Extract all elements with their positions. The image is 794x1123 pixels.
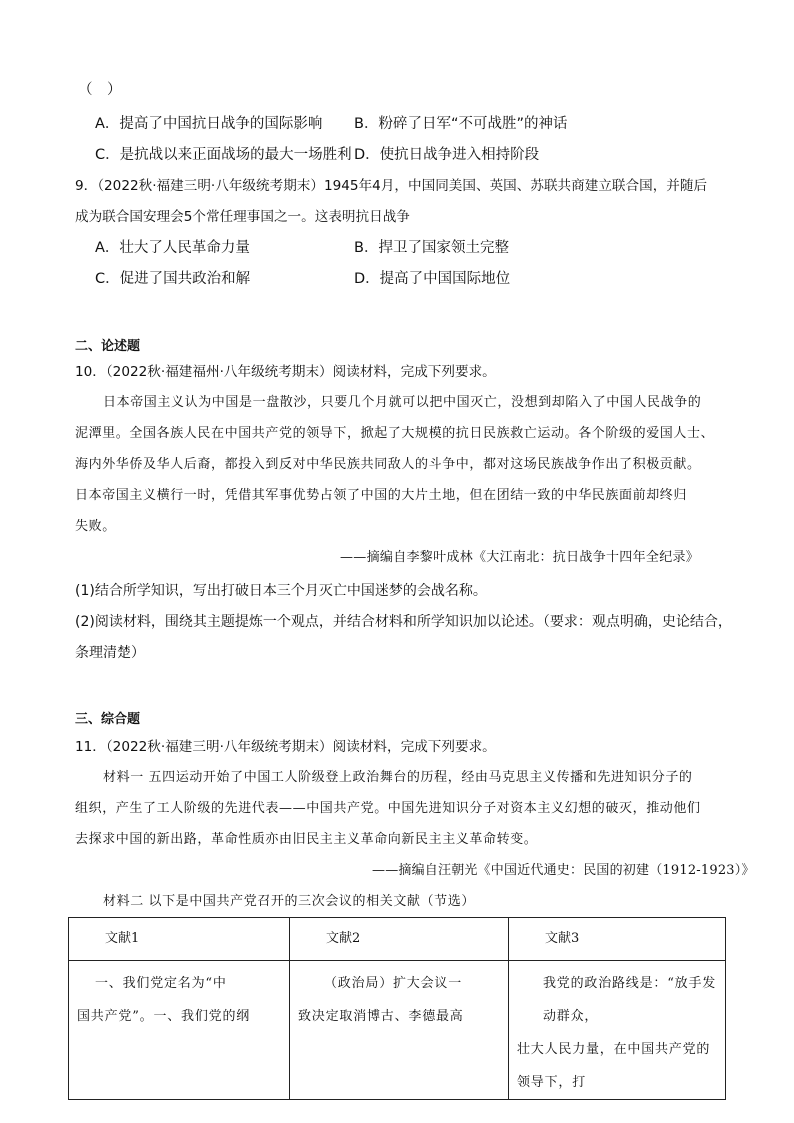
table-header-cell: 文献3 <box>509 918 726 961</box>
question-9-stem-cont: 成为联合国安理会5个常任理事国之一。这表明抗日战争 <box>75 209 410 225</box>
table-cell-line: 国共产党”。一、我们党的纲 <box>77 1009 251 1024</box>
q10-material-line: 日本帝国主义认为中国是一盘散沙，只要几个月就可以把中国灭亡，没想到却陷入了中国人民战争的 <box>103 395 702 410</box>
q8-option-d[interactable] <box>354 145 539 165</box>
table-cell-line: 我党的政治路线是：“放手发动群众， <box>543 976 717 1024</box>
table-cell-line: 壮大人民力量，在中国共产党的领导下，打 <box>517 1042 711 1090</box>
table-cell <box>509 961 726 1100</box>
question-8-bracket: （ ） <box>78 82 122 98</box>
option-key: D． <box>354 147 380 163</box>
option-text: 壮大了人民革命力量 <box>119 240 250 256</box>
q11-material-1-line: 去探求中国的新出路，革命性质亦由旧民主主义革命向新民主主义革命转变。 <box>75 832 538 847</box>
q9-option-a[interactable] <box>95 238 250 258</box>
q10-material-line: 泥潭里。全国各族人民在中国共产党的领导下，掀起了大规模的抗日民族救亡运动。各个阶级的爱国人士、 <box>75 426 715 441</box>
option-key: D． <box>354 271 380 287</box>
option-key: C． <box>95 271 120 287</box>
q10-subquestion-2-cont: 条理清楚） <box>75 645 145 661</box>
q10-material-line: 海内外华侨及华人后裔，都投入到反对中华民族共同敌人的斗争中，都对这场民族战争作出了积极贡献。 <box>75 457 701 472</box>
q9-option-b[interactable] <box>354 238 509 258</box>
q9-option-c[interactable] <box>95 269 250 289</box>
table-header-row <box>69 918 726 961</box>
option-key: A． <box>95 240 120 256</box>
q11-material-1-line: 材料一 五四运动开始了中国工人阶级登上政治舞台的历程，经由马克思主义传播和先进知识分子的 <box>103 770 693 785</box>
question-10-stem: 10．（2022秋·福建福州·八年级统考期末）阅读材料，完成下列要求。 <box>75 364 496 380</box>
q11-material-1-line: 组织，产生了工人阶级的先进代表——中国共产党。中国先进知识分子对资本主义幻想的破灭，推动他们 <box>75 801 701 816</box>
table-cell-line: （政治局）扩大会议一 <box>324 976 463 991</box>
option-text: 促进了国共政治和解 <box>119 271 251 287</box>
table-cell <box>290 961 509 1100</box>
option-text: 提高了中国抗日战争的国际影响 <box>119 116 323 132</box>
option-text: 粉碎了日军“不可战胜”的神话 <box>378 116 568 132</box>
documents-table <box>68 917 726 1100</box>
q11-material-1-source: ——摘编自汪朝光《中国近代通史：民国的初建（1912-1923）》 <box>372 863 755 878</box>
q8-option-c[interactable] <box>95 145 352 165</box>
question-11-stem: 11．（2022秋·福建三明·八年级统考期末）阅读材料，完成下列要求。 <box>75 739 496 755</box>
option-text: 使抗日战争进入相持阶段 <box>379 147 540 163</box>
q10-material-line: 失败。 <box>75 519 116 534</box>
table-cell <box>69 961 290 1100</box>
q9-option-d[interactable] <box>354 269 510 289</box>
q10-material-line: 日本帝国主义横行一时，凭借其军事优势占领了中国的大片土地，但在团结一致的中华民族面前却终归 <box>75 488 688 503</box>
table-header-cell: 文献1 <box>69 918 290 961</box>
table-cell-line: 致决定取消博古、李德最高 <box>298 1009 464 1024</box>
q8-option-b[interactable] <box>354 114 567 134</box>
q10-subquestion-2: (2)阅读材料，围绕其主题提炼一个观点，并结合材料和所学知识加以论述。（要求：观点明确，史论结合， <box>75 614 732 630</box>
option-key: C． <box>95 147 120 163</box>
table-row <box>69 961 726 1100</box>
option-text: 捍卫了国家领土完整 <box>378 240 509 256</box>
table-header-cell: 文献2 <box>290 918 509 961</box>
option-key: B． <box>354 116 379 132</box>
q11-material-2-intro: 材料二 以下是中国共产党召开的三次会议的相关文献（节选） <box>103 894 475 909</box>
q8-option-a[interactable] <box>95 114 322 134</box>
option-key: B． <box>354 240 379 256</box>
option-text: 提高了中国国际地位 <box>379 271 511 287</box>
option-text: 是抗战以来正面战场的最大一场胜利 <box>119 147 352 163</box>
option-key: A． <box>95 116 120 132</box>
question-9-stem: 9．（2022秋·福建三明·八年级统考期末）1945年4月，中国同美国、英国、苏联共商建立联合国，并随后 <box>75 178 708 194</box>
section-3-title: 三、综合题 <box>75 712 141 727</box>
section-2-title: 二、论述题 <box>75 339 141 354</box>
table-cell-line: 一、我们党定名为“中 <box>95 976 227 991</box>
q10-subquestion-1: (1)结合所学知识，写出打破日本三个月灭亡中国迷梦的会战名称。 <box>75 583 487 599</box>
q10-material-source: ——摘编自李黎叶成林《大江南北：抗日战争十四年全纪录》 <box>340 550 700 565</box>
